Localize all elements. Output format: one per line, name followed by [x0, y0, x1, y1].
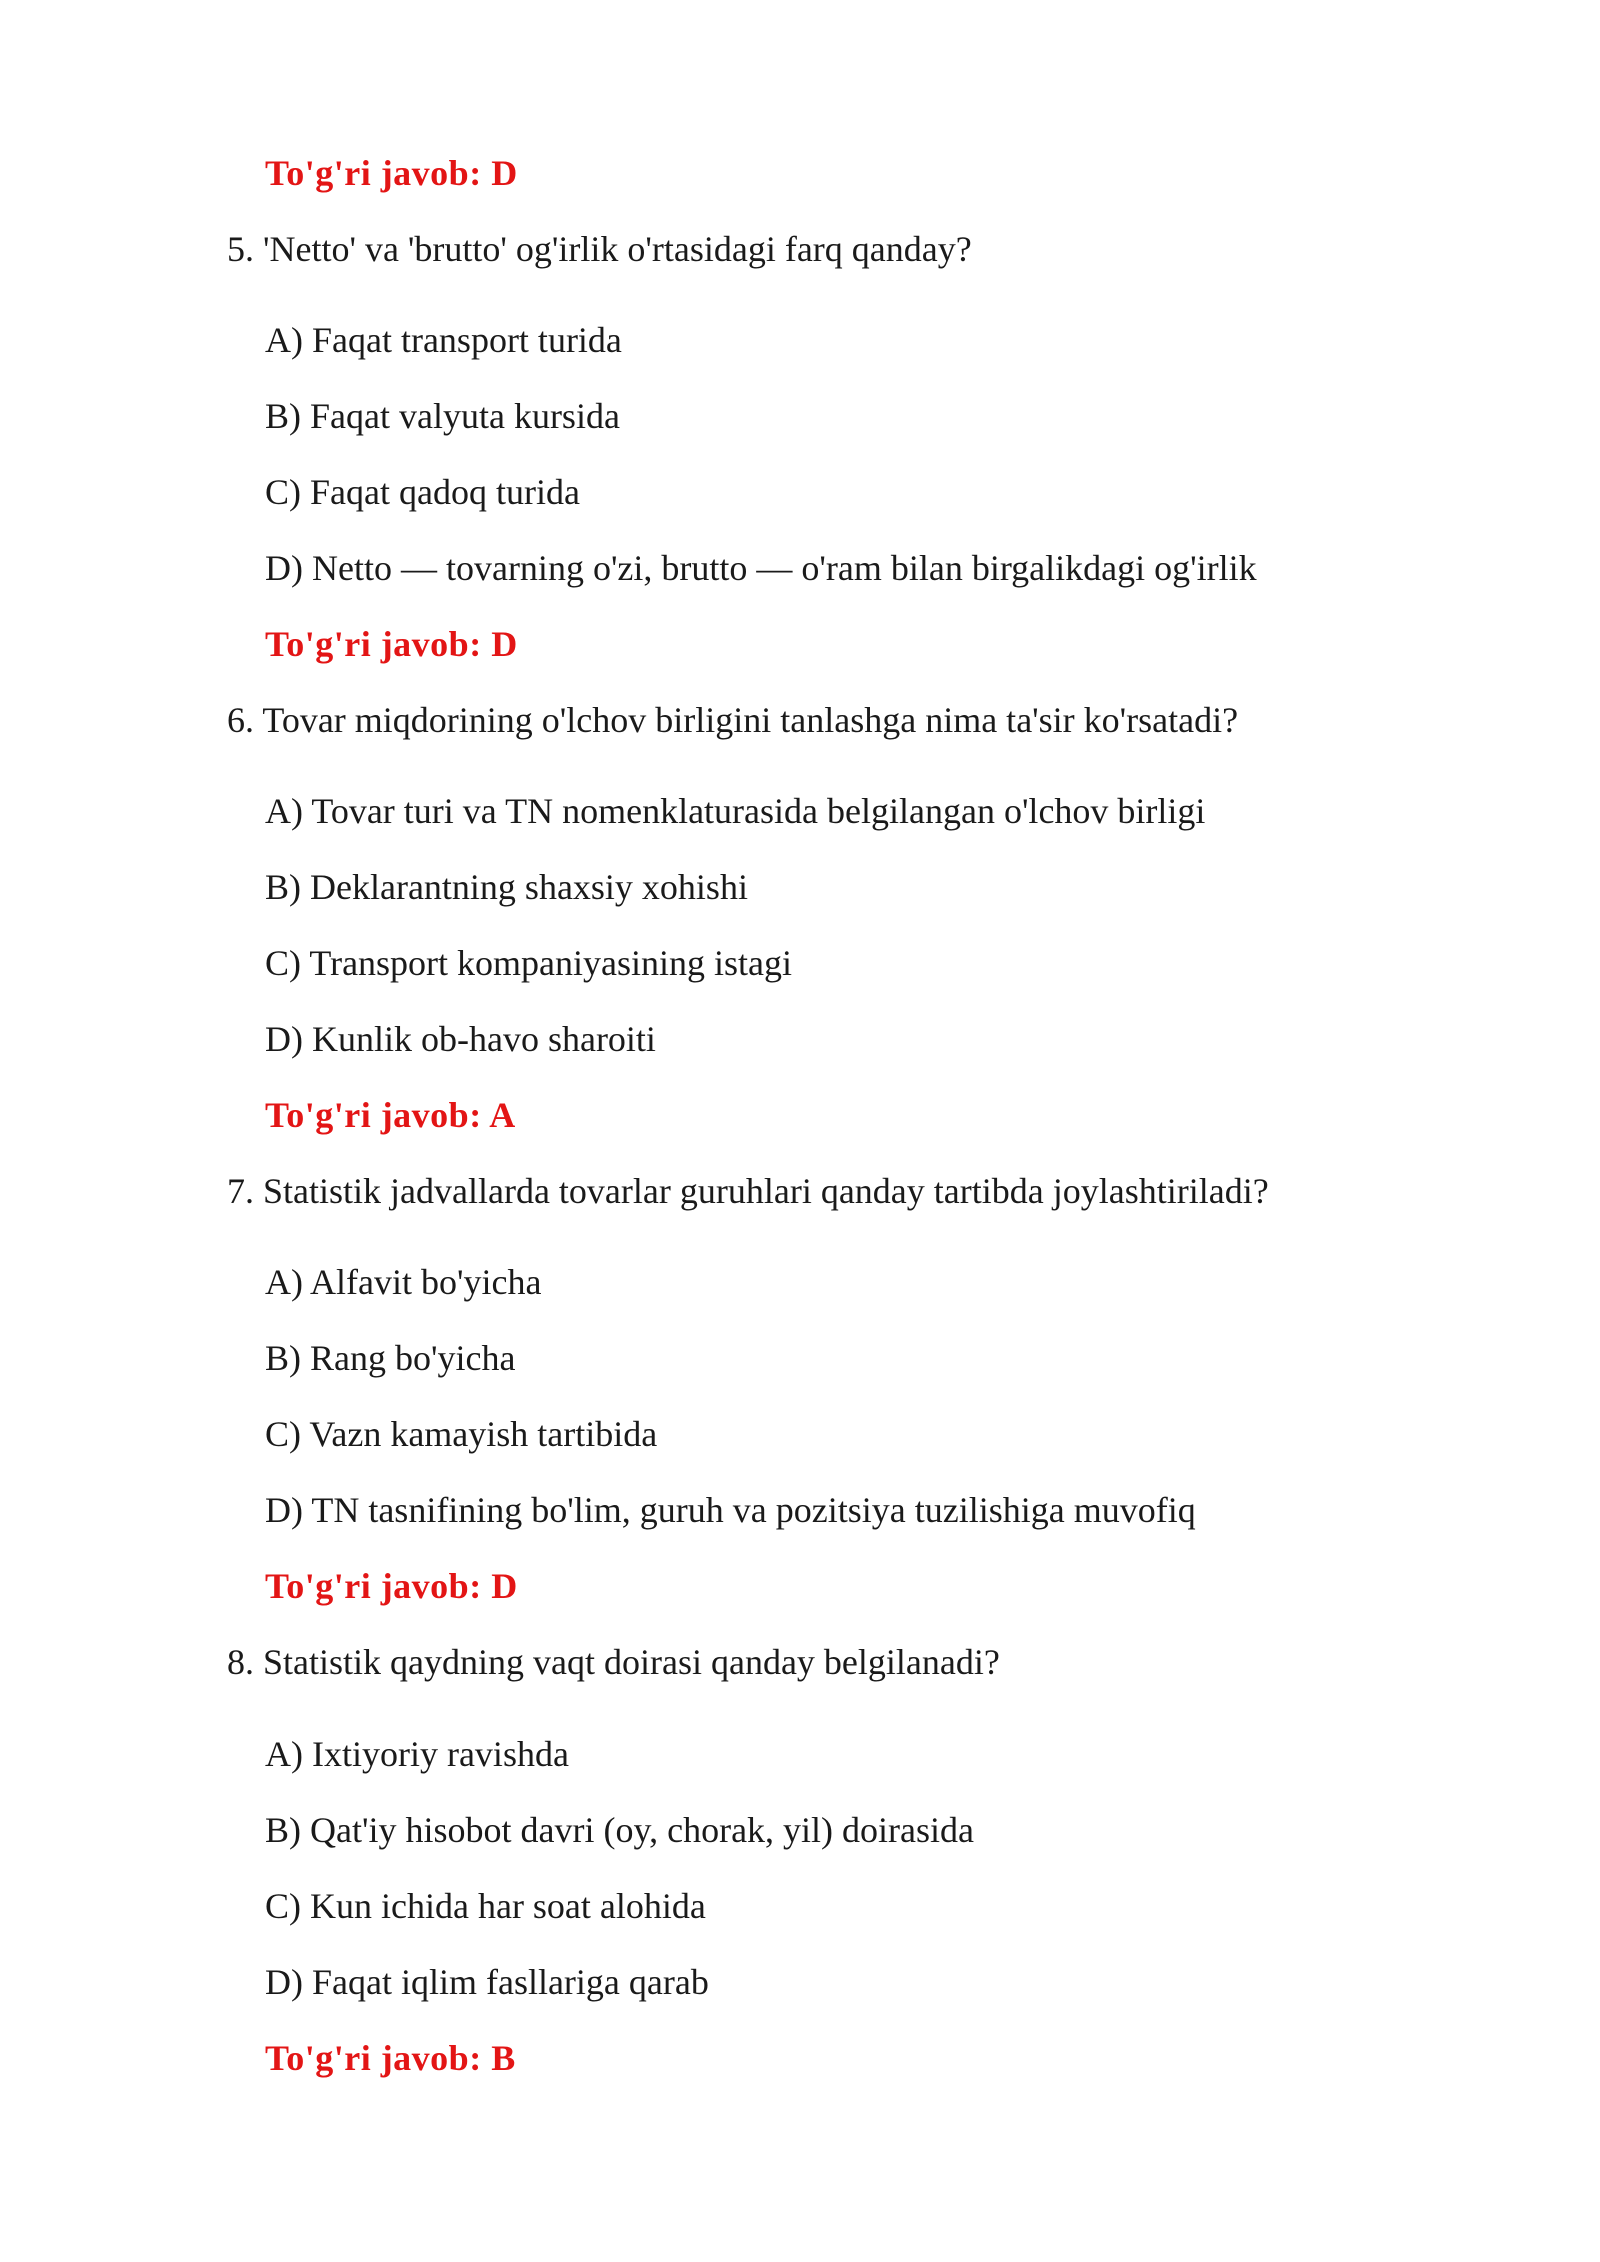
answer-option: D) TN tasnifining bo'lim, guruh va pozitsiya tuzilishiga muvofiq: [265, 1490, 1196, 1530]
answer-option: A) Tovar turi va TN nomenklaturasida belgilangan o'lchov birligi: [265, 791, 1206, 831]
question-text: 8. Statistik qaydning vaqt doirasi qanday belgilanadi?: [227, 1642, 1000, 1682]
answer-option: D) Faqat iqlim fasllariga qarab: [265, 1962, 709, 2002]
answer-option: B) Rang bo'yicha: [265, 1338, 516, 1378]
correct-answer: To'g'ri javob: D: [265, 1566, 518, 1606]
answer-option: A) Alfavit bo'yicha: [265, 1262, 542, 1302]
answer-option: B) Deklarantning shaxsiy xohishi: [265, 867, 748, 907]
answer-option: A) Faqat transport turida: [265, 320, 622, 360]
question-text: 5. 'Netto' va 'brutto' og'irlik o'rtasidagi farq qanday?: [227, 229, 972, 269]
answer-option: C) Faqat qadoq turida: [265, 472, 580, 512]
answer-option: A) Ixtiyoriy ravishda: [265, 1734, 569, 1774]
answer-option: C) Transport kompaniyasining istagi: [265, 943, 793, 983]
answer-option: B) Qat'iy hisobot davri (oy, chorak, yil) doirasida: [265, 1810, 974, 1850]
answer-option: B) Faqat valyuta kursida: [265, 396, 620, 436]
answer-option: C) Vazn kamayish tartibida: [265, 1414, 658, 1454]
correct-answer: To'g'ri javob: D: [265, 624, 518, 664]
correct-answer: To'g'ri javob: D: [265, 153, 518, 193]
correct-answer: To'g'ri javob: B: [265, 2038, 516, 2078]
answer-option: D) Netto — tovarning o'zi, brutto — o'ram bilan birgalikdagi og'irlik: [265, 548, 1257, 588]
question-text: 7. Statistik jadvallarda tovarlar guruhlari qanday tartibda joylashtiriladi?: [227, 1171, 1269, 1211]
question-text: 6. Tovar miqdorining o'lchov birligini tanlashga nima ta'sir ko'rsatadi?: [227, 700, 1239, 740]
answer-option: C) Kun ichida har soat alohida: [265, 1886, 706, 1926]
answer-option: D) Kunlik ob-havo sharoiti: [265, 1019, 656, 1059]
correct-answer: To'g'ri javob: A: [265, 1095, 516, 1135]
